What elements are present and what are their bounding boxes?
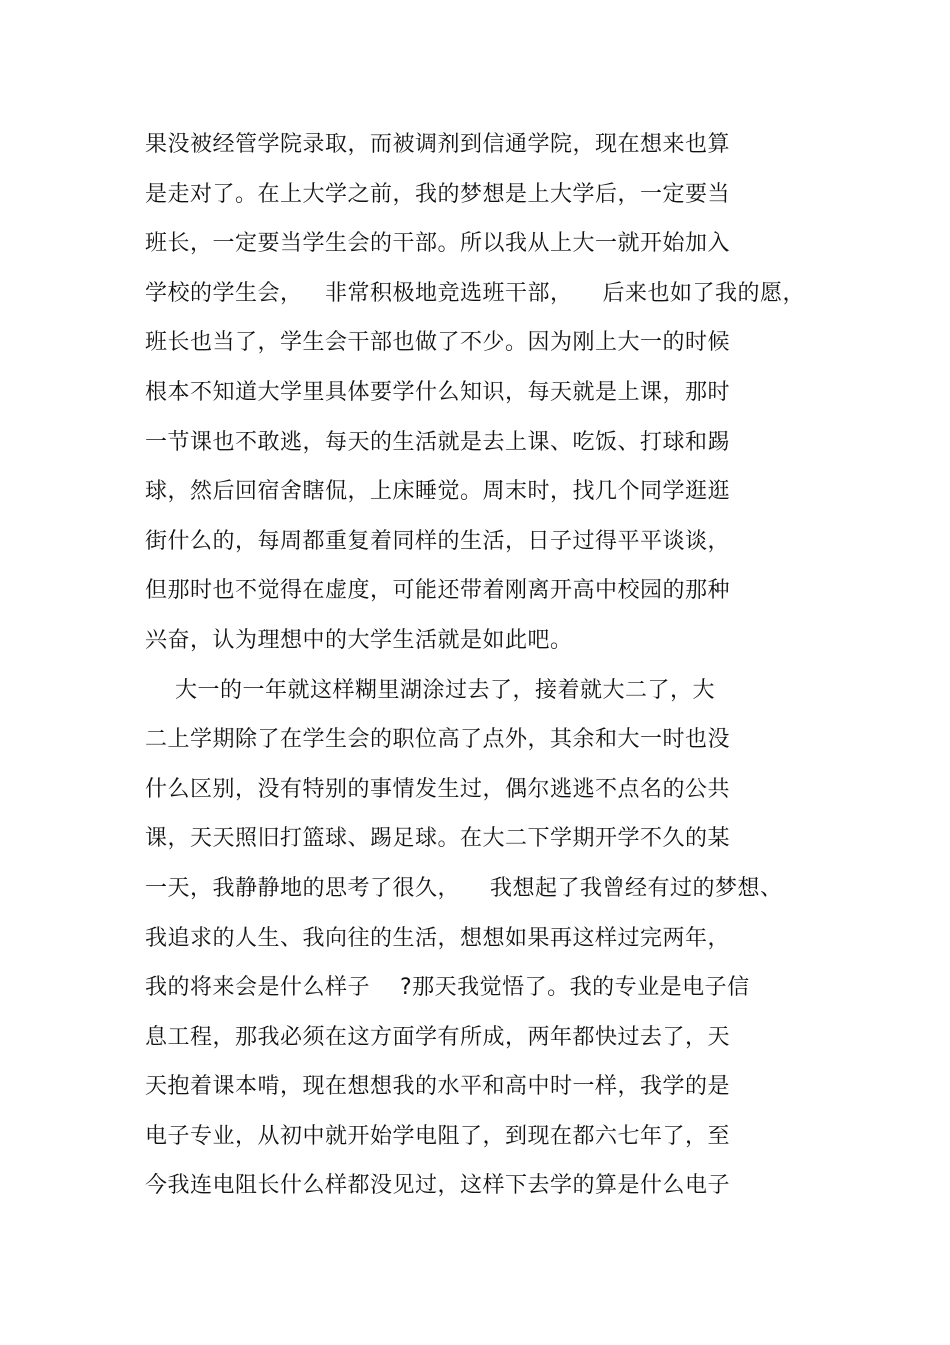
text-line: 球，然后回宿舍瞎侃，上床睡觉。周末时，找几个同学逛逛 — [145, 479, 731, 505]
text-line: 兴奋，认为理想中的大学生活就是如此吧。 — [145, 627, 573, 653]
text-line: 电子专业，从初中就开始学电阻了，到现在都六七年了，至 — [145, 1123, 731, 1149]
text-line: 课，天天照旧打篮球、踢足球。在大二下学期开学不久的某 — [145, 826, 731, 852]
text-line: 果没被经管学院录取，而被调剂到信通学院，现在想来也算 — [145, 132, 731, 157]
text-line: 一节课也不敢逃，每天的生活就是去上课、吃饭、打球和踢 — [145, 429, 731, 455]
text-line: 我追求的人生、我向往的生活，想想如果再这样过完两年， — [145, 925, 731, 951]
text-line: 但那时也不觉得在虚度，可能还带着刚离开高中校园的那种 — [145, 578, 731, 604]
text-line: 根本不知道大学里具体要学什么知识，每天就是上课，那时 — [145, 379, 731, 405]
text-line: 二上学期除了在学生会的职位高了点外，其余和大一时也没 — [145, 727, 731, 753]
text-line: 学校的学生会， 非常积极地竞选班干部， 后来也如了我的愿， — [145, 280, 805, 306]
text-line: 息工程，那我必须在这方面学有所成，两年都快过去了，天 — [145, 1024, 731, 1050]
body-text — [145, 120, 825, 1211]
text-line: 今我连电阻长什么样都没见过，这样下去学的算是什么电子 — [145, 1173, 731, 1199]
text-line: 街什么的，每周都重复着同样的生活，日子过得平平谈谈， — [145, 528, 731, 554]
text-line: 一天，我静静地的思考了很久， 我想起了我曾经有过的梦想、 — [145, 875, 783, 901]
text-line: 班长也当了，学生会干部也做了不少。因为刚上大一的时候 — [145, 330, 731, 356]
text-line: 是走对了。在上大学之前，我的梦想是上大学后，一定要当 — [145, 181, 731, 207]
text-line: 什么区别，没有特别的事情发生过，偶尔逃逃不点名的公共 — [145, 776, 731, 802]
text-line: 班长，一定要当学生会的干部。所以我从上大一就开始加入 — [145, 231, 731, 257]
text-line: 我的将来会是什么样子 ?那天我觉悟了。我的专业是电子信 — [145, 975, 750, 1001]
text-line: 天抱着课本啃，现在想想我的水平和高中时一样，我学的是 — [145, 1074, 731, 1100]
text-line: 大一的一年就这样糊里湖涂过去了，接着就大二了，大 — [145, 677, 715, 703]
